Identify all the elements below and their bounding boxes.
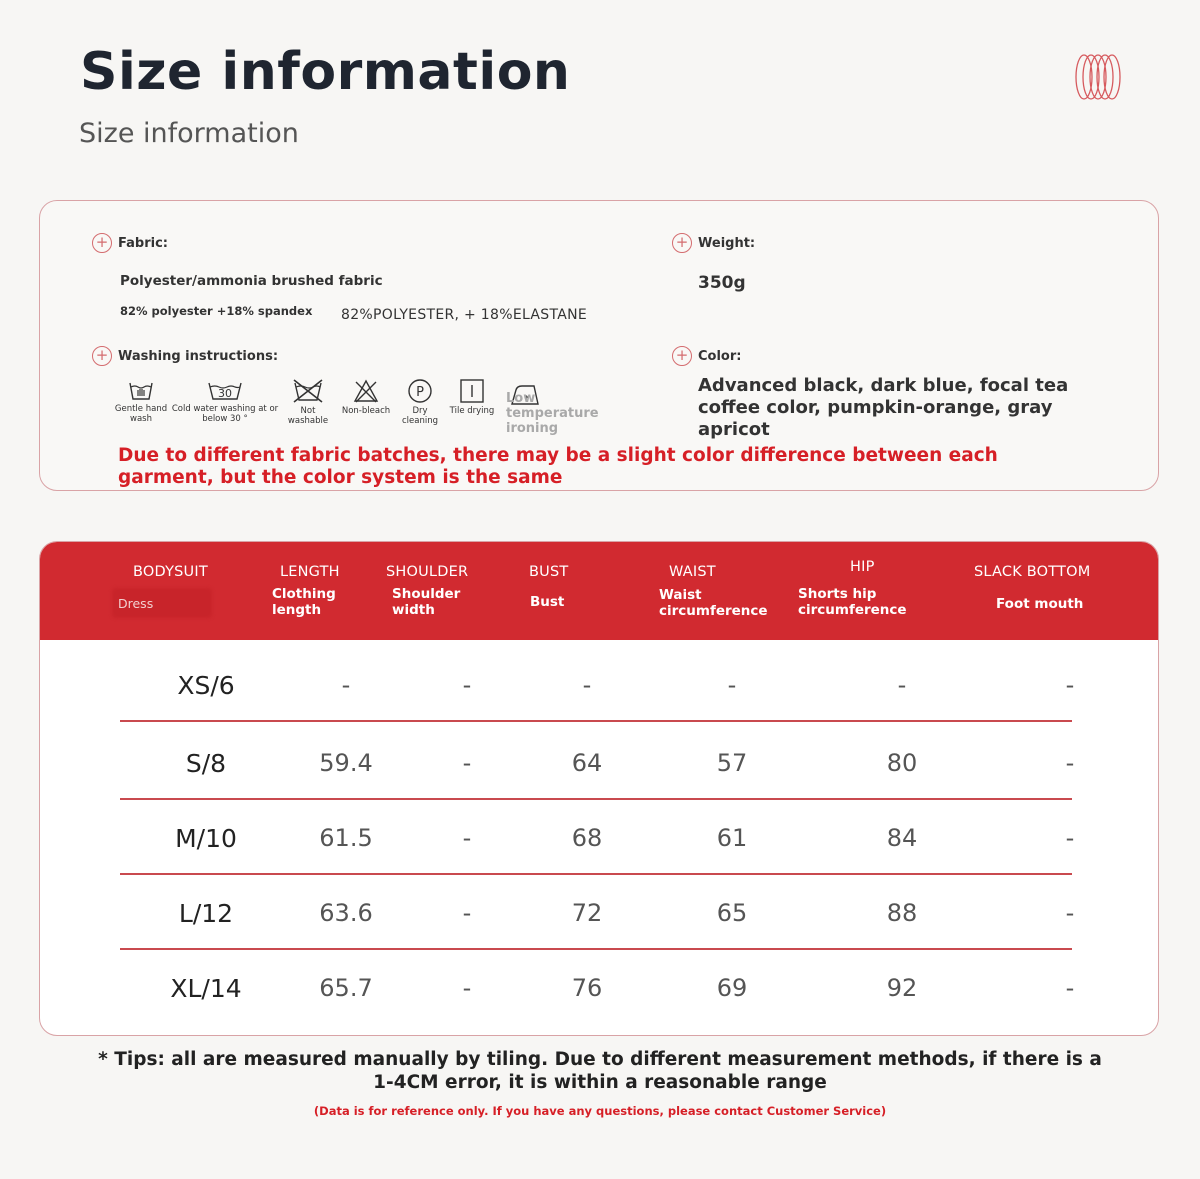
- cell-shoulder: -: [462, 974, 472, 1002]
- header-bodysuit: BODYSUIT: [133, 564, 208, 580]
- header-hip-circumference: Shorts hip circumference: [798, 586, 907, 618]
- header-length: LENGTH: [280, 564, 340, 580]
- table-row: [120, 726, 1075, 801]
- ironing-label: Low temperature ironing: [506, 391, 599, 436]
- fabric-name: Polyester/ammonia brushed fabric: [120, 273, 383, 289]
- wash-label: Gentle hand wash: [114, 404, 168, 424]
- header-dress: Dress: [118, 596, 154, 611]
- cell-hip: 84: [886, 824, 918, 852]
- cell-shoulder: -: [462, 671, 472, 699]
- wash-label: Dry cleaning: [401, 406, 438, 426]
- cell-bust: 64: [571, 749, 603, 777]
- cell-waist: 65: [716, 899, 748, 927]
- cell-size: L/12: [178, 899, 234, 928]
- cell-size: S/8: [185, 749, 227, 778]
- size-table: [39, 541, 1159, 1036]
- cell-size: XS/6: [177, 671, 235, 700]
- wash-label: Cold water washing at or below 30 °: [171, 404, 279, 424]
- wash-item: [112, 378, 170, 426]
- header-clothing-length: Clothing length: [272, 586, 336, 618]
- product-info-panel: [39, 200, 1159, 491]
- header-bust-cn: Bust: [530, 594, 565, 610]
- cell-bust: 68: [571, 824, 603, 852]
- plus-circle-icon: +: [672, 346, 692, 366]
- cell-shoulder: -: [462, 899, 472, 927]
- cell-hip: 80: [886, 749, 918, 777]
- row-divider: [120, 948, 1072, 950]
- non-bleach-icon: [352, 378, 380, 404]
- plus-circle-icon: +: [92, 346, 112, 366]
- cell-hip: -: [897, 671, 907, 699]
- cell-bust: -: [582, 671, 592, 699]
- table-row: [120, 876, 1075, 951]
- row-divider: [120, 720, 1072, 722]
- wash-item: [444, 378, 500, 426]
- wash-icons-row: [112, 378, 500, 426]
- svg-text:P: P: [416, 385, 424, 400]
- wash-item: [396, 378, 444, 426]
- table-row: [120, 951, 1075, 1026]
- cell-shoulder: -: [462, 824, 472, 852]
- cell-length: 59.4: [319, 749, 373, 777]
- cell-waist: 69: [716, 974, 748, 1002]
- cell-length: -: [341, 671, 351, 699]
- cell-length: 65.7: [319, 974, 373, 1002]
- row-divider: [120, 798, 1072, 800]
- cell-bottom: -: [1065, 749, 1075, 777]
- cell-bust: 72: [571, 899, 603, 927]
- wash-item: [170, 378, 280, 426]
- cell-bottom: -: [1065, 974, 1075, 1002]
- cell-hip: 92: [886, 974, 918, 1002]
- plus-circle-icon: +: [672, 233, 692, 253]
- cell-bottom: -: [1065, 671, 1075, 699]
- svg-text:30: 30: [218, 387, 232, 400]
- cell-size: M/10: [175, 824, 237, 853]
- color-warning: Due to different fabric batches, there may be a slight color difference between each garment, but the color system is the same: [118, 445, 998, 488]
- cold-wash-30-icon: [205, 378, 245, 402]
- measurement-tips: * Tips: all are measured manually by tiling. Due to different measurement methods, if there is a 1-4CM error, it is within a reasonable range: [98, 1049, 1102, 1093]
- cell-length: 63.6: [319, 899, 373, 927]
- reference-note: (Data is for reference only. If you have any questions, please contact Customer Service): [313, 1104, 887, 1118]
- color-options: Advanced black, dark blue, focal tea coffee color, pumpkin-orange, gray apricot: [698, 375, 1069, 440]
- cell-waist: 57: [716, 749, 748, 777]
- cell-bottom: -: [1065, 824, 1075, 852]
- cell-bust: 76: [571, 974, 603, 1002]
- wash-label: Non-bleach: [341, 406, 391, 416]
- cell-bottom: -: [1065, 899, 1075, 927]
- plus-circle-icon: +: [92, 233, 112, 253]
- wash-label: Tile drying: [449, 406, 495, 416]
- header-waist: WAIST: [669, 564, 716, 580]
- color-heading: + Color:: [672, 346, 741, 366]
- rings-logo-icon: [1072, 52, 1124, 102]
- wash-item: [280, 378, 336, 426]
- table-row: [120, 648, 1075, 723]
- fabric-heading: + Fabric:: [92, 233, 168, 253]
- cell-hip: 88: [886, 899, 918, 927]
- header-foot-mouth: Foot mouth: [996, 596, 1084, 612]
- header-hip: HIP: [850, 559, 875, 575]
- wash-label: Not washable: [287, 406, 329, 426]
- cell-size: XL/14: [170, 974, 242, 1003]
- header-bust: BUST: [529, 564, 569, 580]
- weight-heading: + Weight:: [672, 233, 755, 253]
- cell-waist: -: [727, 671, 737, 699]
- table-header: [40, 542, 1158, 640]
- header-slack-bottom: SLACK BOTTOM: [974, 564, 1091, 580]
- header-shoulder: SHOULDER: [386, 564, 469, 580]
- page-subtitle: Size information: [79, 118, 299, 149]
- fabric-composition: 82% polyester +18% spandex: [120, 304, 313, 318]
- tile-dry-icon: [458, 378, 486, 404]
- weight-value: 350g: [698, 273, 746, 293]
- header-waist-circumference: Waist circumference: [659, 587, 768, 619]
- row-divider: [120, 873, 1072, 875]
- header-shoulder-width: Shoulder width: [392, 586, 461, 618]
- fabric-composition-en: 82%POLYESTER, + 18%ELASTANE: [341, 307, 588, 323]
- wash-item: [336, 378, 396, 426]
- dry-clean-icon: [406, 378, 434, 404]
- table-row: [120, 801, 1075, 876]
- washing-heading: + Washing instructions:: [92, 346, 278, 366]
- hand-wash-icon: [127, 378, 155, 402]
- do-not-wash-icon: [291, 378, 325, 404]
- cell-waist: 61: [716, 824, 748, 852]
- cell-shoulder: -: [462, 749, 472, 777]
- cell-length: 61.5: [319, 824, 373, 852]
- page-title: Size information: [80, 42, 571, 102]
